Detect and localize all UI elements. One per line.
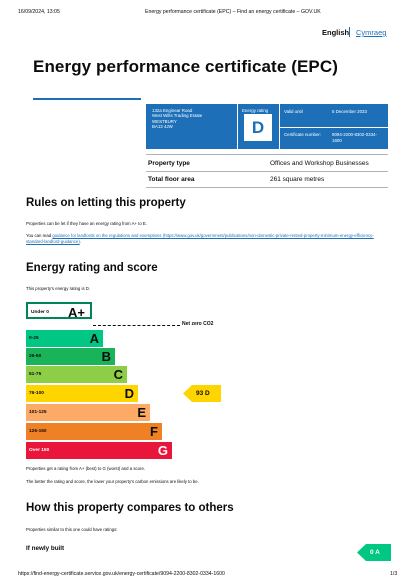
table-rule <box>146 171 388 172</box>
band-range: Over 150 <box>29 448 50 453</box>
valid-until-value: 5 December 2033 <box>332 109 367 114</box>
property-address <box>152 108 238 129</box>
net-zero-label: Net zero CO2 <box>182 321 214 327</box>
print-page-number: 1/3 <box>390 571 398 577</box>
guidance-prefix: You can read <box>26 233 53 238</box>
language-divider <box>349 27 350 37</box>
language-english: English <box>322 28 350 37</box>
property-type-value: Offices and Workshop Businesses <box>270 160 369 167</box>
current-rating-marker <box>183 385 221 402</box>
band-letter: D <box>124 386 134 401</box>
band-letter: G <box>157 443 168 458</box>
net-zero-line <box>93 325 180 326</box>
table-rule <box>146 154 388 155</box>
certificate-number-value: 9094-2200-8302-0334-1600 <box>332 132 377 143</box>
new-build-score: 0 A <box>370 549 380 556</box>
band-range: Under 0 <box>31 310 49 315</box>
band-letter: A <box>89 331 99 346</box>
letting-text: Properties can be let if they have an energy rating from A+ to E. <box>26 221 147 226</box>
print-datetime: 16/09/2024, 13:05 <box>18 9 60 15</box>
page-title: Energy performance certificate (EPC) <box>33 57 338 76</box>
floor-area-value: 261 square metres <box>270 176 325 183</box>
band-range: 0-25 <box>29 336 39 341</box>
band-a <box>26 330 103 347</box>
band-letter: E <box>137 405 146 420</box>
band-range: 101-125 <box>29 410 47 415</box>
address-line: WESTBURY <box>152 118 177 124</box>
band-range: 26-50 <box>29 354 42 359</box>
address-line: West Wilts Trading Estate <box>152 113 203 119</box>
band-c <box>26 366 127 383</box>
band-e <box>26 404 150 421</box>
print-page-title: Energy performance certificate (EPC) – Find an energy certificate – GOV.UK <box>145 9 321 15</box>
energy-intro: This property's energy rating is D. <box>26 286 91 291</box>
band-f <box>26 423 162 440</box>
address-line: 132a Enginear Road <box>152 108 193 113</box>
band-range: 126-150 <box>29 429 47 434</box>
band-d <box>26 385 138 402</box>
band-b <box>26 348 115 365</box>
letting-heading: Rules on letting this property <box>26 197 186 209</box>
rating-note-emissions: The better the rating and score, the lower your property's carbon emissions are likely to be. <box>26 479 199 484</box>
band-range: 51-75 <box>29 372 42 377</box>
compare-heading: How this property compares to others <box>26 502 234 514</box>
box-divider <box>279 127 388 128</box>
guidance-suffix: . <box>79 238 81 244</box>
band-letter: A+ <box>68 305 85 320</box>
band-g <box>26 442 172 459</box>
certificate-summary-box <box>146 104 388 149</box>
certificate-number-label: Certificate number: <box>284 132 322 137</box>
box-divider <box>237 104 238 149</box>
floor-area-label: Total floor area <box>148 176 195 183</box>
energy-rating-label: Energy rating <box>242 108 269 113</box>
table-rule <box>146 187 388 188</box>
if-newly-built-label: If newly built <box>26 545 65 552</box>
print-url: https://find-energy-certificate.service.gov.uk/energy-certificate/9094-2200-8302-0334-1600 <box>18 571 225 577</box>
band-a-plus <box>26 302 92 319</box>
address-line: BA13 4JW <box>152 123 173 129</box>
current-score: 93 D <box>196 390 210 397</box>
landlord-guidance-link[interactable]: guidance for landlords on the regulations and exemptions (https://www.gov.uk/government/publications/non-domestic-private-rented-property-minimum-energy-efficiency-standard-landlord-guidance) <box>26 233 374 244</box>
energy-heading: Energy rating and score <box>26 262 158 274</box>
title-underline <box>33 98 141 100</box>
band-letter: F <box>150 424 158 439</box>
compare-intro: Properties similar to this one could have ratings: <box>26 527 118 532</box>
band-range: 76-100 <box>29 391 44 396</box>
letting-guidance <box>26 233 388 244</box>
valid-until-label: Valid until <box>284 109 303 114</box>
language-welsh-link[interactable]: Cymraeg <box>356 28 387 37</box>
new-build-rating-marker <box>357 544 391 561</box>
rating-note: Properties get a rating from A+ (best) to G (worst) and a score. <box>26 466 146 471</box>
property-type-label: Property type <box>148 160 190 167</box>
band-letter: C <box>113 367 123 382</box>
energy-rating-letter: D <box>244 114 272 141</box>
band-letter: B <box>101 349 111 364</box>
